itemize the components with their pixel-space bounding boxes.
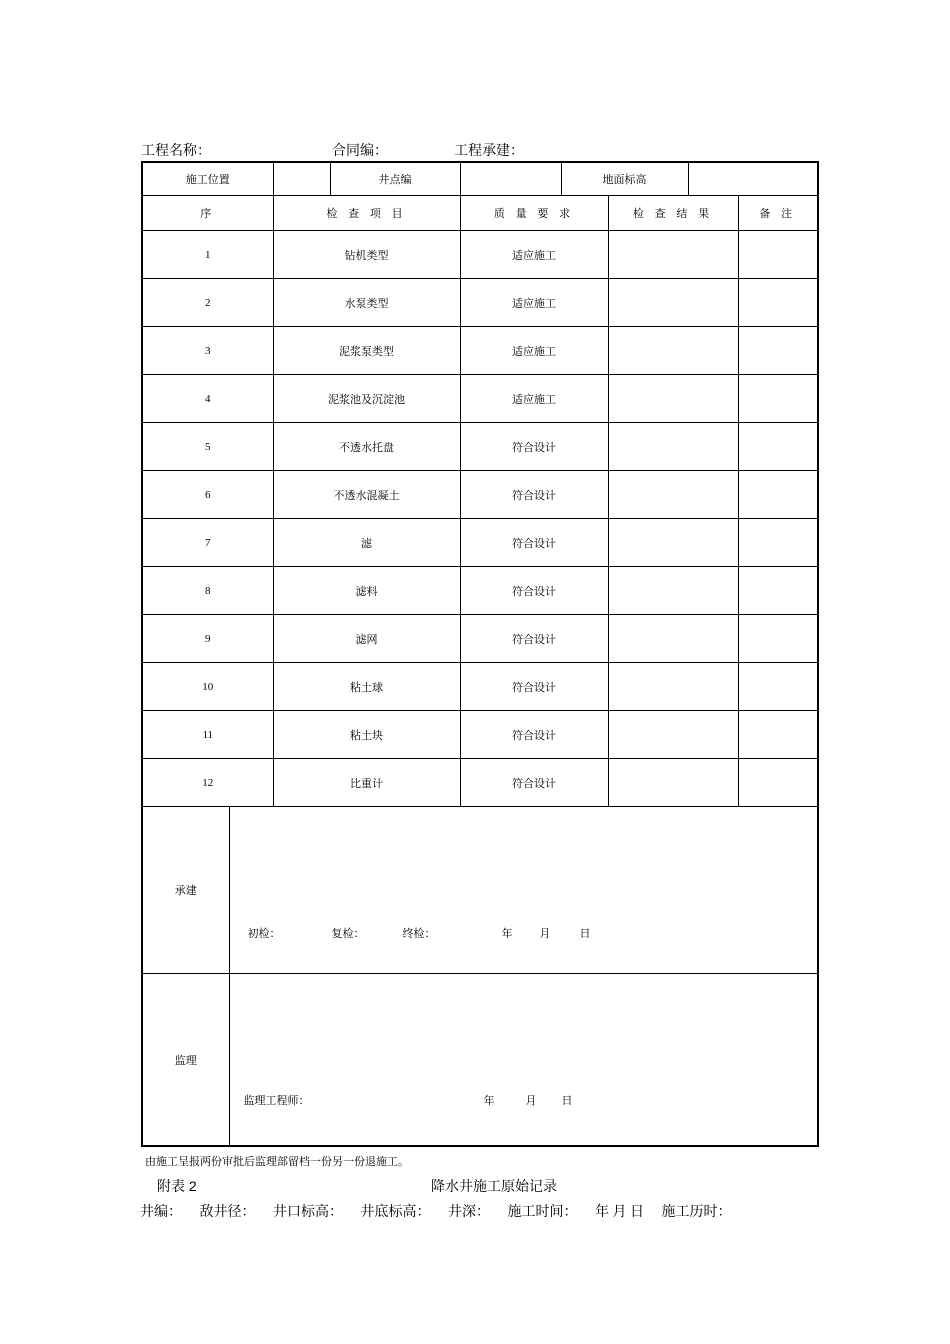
row-remark[interactable]: [738, 279, 818, 327]
construction-duration-label: 施工历时：: [661, 1205, 732, 1220]
row-check-item: 不透水托盘: [273, 423, 460, 471]
elevation-label: 地面标高: [561, 162, 688, 196]
row-number: 11: [142, 711, 273, 759]
row-quality-requirement: 符合设计: [460, 759, 608, 807]
table-row: [142, 567, 818, 615]
project-name-label: 工程名称：: [141, 144, 211, 159]
row-check-result[interactable]: [608, 471, 738, 519]
contractor-label: 工程承建：: [454, 144, 524, 159]
contractor-sign-area[interactable]: [229, 807, 818, 974]
row-check-item: 不透水混凝土: [273, 471, 460, 519]
col-header-item: 检 查 项 目: [273, 196, 460, 231]
row-check-item: 泥浆泵类型: [273, 327, 460, 375]
row-quality-requirement: 适应施工: [460, 279, 608, 327]
row-remark[interactable]: [738, 711, 818, 759]
row-quality-requirement: 符合设计: [460, 663, 608, 711]
first-check-label: 初检：: [247, 928, 281, 940]
table-row: [142, 663, 818, 711]
row-quality-requirement: 符合设计: [460, 519, 608, 567]
row-number: 12: [142, 759, 273, 807]
col-header-result: 检 查 结 果: [608, 196, 738, 231]
row-number: 8: [142, 567, 273, 615]
row-number: 7: [142, 519, 273, 567]
table-row: [142, 375, 818, 423]
location-label: 施工位置: [142, 162, 273, 196]
row-quality-requirement: 符合设计: [460, 471, 608, 519]
info-row: [142, 162, 818, 196]
supervisor-label: 监理: [142, 974, 229, 1147]
table-row: [142, 231, 818, 279]
month-label: 月: [539, 928, 551, 940]
row-remark[interactable]: [738, 327, 818, 375]
row-check-item: 钻机类型: [273, 231, 460, 279]
row-quality-requirement: 适应施工: [460, 327, 608, 375]
second-check-label: 复检：: [331, 928, 365, 940]
row-check-result[interactable]: [608, 279, 738, 327]
row-check-item: 泥浆池及沉淀池: [273, 375, 460, 423]
row-check-result[interactable]: [608, 711, 738, 759]
row-check-result[interactable]: [608, 519, 738, 567]
contractor-sign-row: [142, 807, 818, 974]
construction-time-label: 施工时间：: [507, 1205, 578, 1220]
row-check-result[interactable]: [608, 423, 738, 471]
appendix-label: 附表 2: [157, 1178, 197, 1194]
row-check-item: 滤网: [273, 615, 460, 663]
header-row: [142, 196, 818, 231]
elevation-value[interactable]: [688, 162, 818, 196]
row-quality-requirement: 适应施工: [460, 231, 608, 279]
submission-note: 由施工呈报两份审批后监理部留档一份另一份退施工。: [145, 1156, 409, 1168]
row-check-item: 滤料: [273, 567, 460, 615]
row-number: 5: [142, 423, 273, 471]
row-check-result[interactable]: [608, 663, 738, 711]
row-number: 1: [142, 231, 273, 279]
row-check-result[interactable]: [608, 231, 738, 279]
row-remark[interactable]: [738, 519, 818, 567]
location-value[interactable]: [273, 162, 330, 196]
table-row: [142, 519, 818, 567]
row-number: 4: [142, 375, 273, 423]
row-quality-requirement: 符合设计: [460, 567, 608, 615]
well-no-value[interactable]: [460, 162, 561, 196]
row-remark[interactable]: [738, 375, 818, 423]
row-check-item: 粘土球: [273, 663, 460, 711]
row-remark[interactable]: [738, 471, 818, 519]
year-label: 年: [501, 928, 513, 940]
table-row: [142, 327, 818, 375]
well-bottom-elevation-label: 井底标高：: [360, 1205, 431, 1220]
contractor-label: 承建: [142, 807, 229, 974]
row-number: 10: [142, 663, 273, 711]
row-remark[interactable]: [738, 567, 818, 615]
wellhead-elevation-label: 井口标高：: [273, 1205, 343, 1220]
row-quality-requirement: 符合设计: [460, 615, 608, 663]
row-quality-requirement: 符合设计: [460, 711, 608, 759]
row-number: 3: [142, 327, 273, 375]
month-label: 月: [525, 1095, 537, 1107]
table-row: [142, 279, 818, 327]
supervisor-sign-area[interactable]: [229, 974, 818, 1147]
row-remark[interactable]: [738, 615, 818, 663]
row-remark[interactable]: [738, 423, 818, 471]
final-check-label: 终检：: [402, 928, 436, 940]
row-remark[interactable]: [738, 663, 818, 711]
row-check-item: 滤: [273, 519, 460, 567]
col-header-remark: 备 注: [738, 196, 818, 231]
table-row: [142, 615, 818, 663]
col-header-no: 序: [142, 196, 273, 231]
record-title: 降水井施工原始记录: [431, 1178, 557, 1194]
well-id-label: 井编：: [140, 1205, 182, 1220]
row-quality-requirement: 适应施工: [460, 375, 608, 423]
row-check-result[interactable]: [608, 327, 738, 375]
row-check-item: 粘土块: [273, 711, 460, 759]
supervisor-engineer-label: 监理工程师：: [243, 1095, 310, 1107]
row-remark[interactable]: [738, 231, 818, 279]
table-row: [142, 423, 818, 471]
row-check-item: 比重计: [273, 759, 460, 807]
row-check-result[interactable]: [608, 567, 738, 615]
well-diameter-label: 敌井径：: [199, 1205, 256, 1220]
row-number: 6: [142, 471, 273, 519]
contract-no-label: 合同编：: [332, 144, 388, 159]
well-record-fields: [140, 1201, 746, 1221]
row-number: 9: [142, 615, 273, 663]
row-remark[interactable]: [738, 759, 818, 807]
date-label: 年 月 日: [595, 1205, 644, 1220]
table-row: [142, 471, 818, 519]
well-depth-label: 井深：: [448, 1205, 490, 1220]
table-row: [142, 759, 818, 807]
day-label: 日: [579, 928, 591, 940]
row-check-result[interactable]: [608, 759, 738, 807]
well-no-label: 井点编: [330, 162, 460, 196]
day-label: 日: [561, 1095, 573, 1107]
row-quality-requirement: 符合设计: [460, 423, 608, 471]
row-check-item: 水泵类型: [273, 279, 460, 327]
inspection-table: [141, 161, 819, 1147]
table-row: [142, 711, 818, 759]
year-label: 年: [483, 1095, 495, 1107]
supervisor-sign-row: [142, 974, 818, 1147]
col-header-requirement: 质 量 要 求: [460, 196, 608, 231]
row-check-result[interactable]: [608, 375, 738, 423]
row-check-result[interactable]: [608, 615, 738, 663]
row-number: 2: [142, 279, 273, 327]
